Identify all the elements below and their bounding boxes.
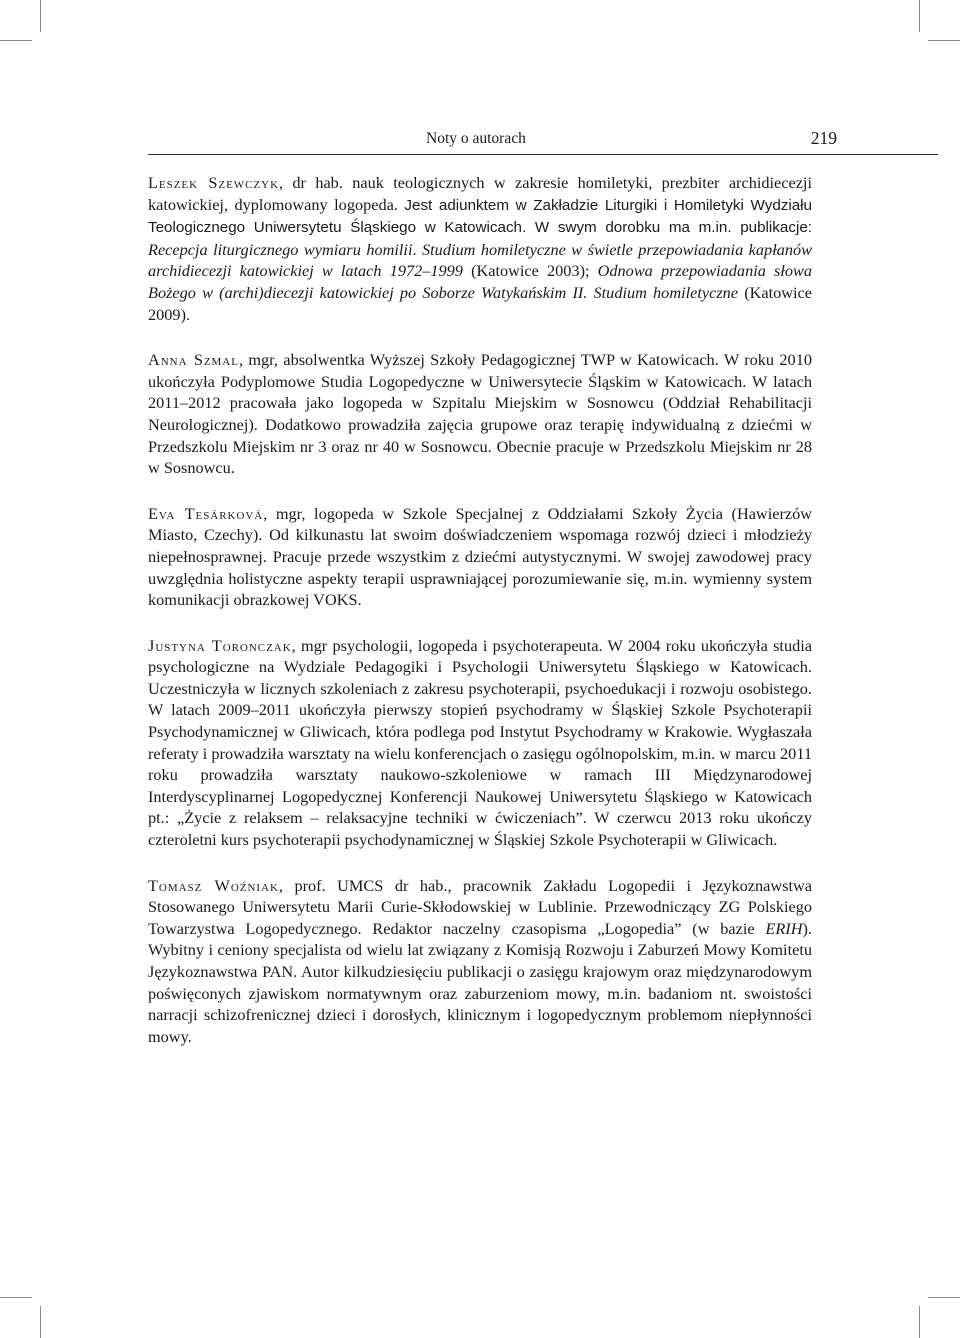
author-entry-wozniak: Tomasz Woźniak, prof. UMCS dr hab., pracownik Zakładu Logopedii i Językoznawstwa Stosowanego Uniwersytetu Marii Curie-Skłodowskiej w Lublinie. Przewodniczący ZG Polskiego Towarzystwa Logopedycznego. Redaktor naczelny czasopisma „Logopedia” (w bazie ERIH). Wybitny i ceniony specjalista od wielu lat związany z Komisją Rozwoju i Zaburzeń Mowy Komitetu Językoznawstwa PAN. Autor kilkudziesięciu publikacji o zasięgu krajowym oraz międzynarodowym poświęconych zjawiskom normatywnym oraz zaburzeniom mowy, m.in. badaniom nt. swoistości narracji schizofrenicznej dzieci i dorosłych, klinicznym i logopedycznym problemom niepłynności mowy. xyxy=(148,875,812,1046)
crop-mark xyxy=(928,40,960,41)
author-notes xyxy=(148,172,812,1071)
page-number: 219 xyxy=(810,128,837,148)
crop-mark xyxy=(40,1306,41,1338)
crop-mark xyxy=(928,1297,960,1298)
author-name: Anna Szmal xyxy=(148,350,239,370)
author-name: Tomasz Woźniak xyxy=(148,875,279,895)
author-entry-szmal: Anna Szmal, mgr, absolwentka Wyższej Szkoły Pedagogicznej TWP w Katowicach. W roku 2010 ukończyła Podyplomowe Studia Logopedyczne w Uniwersytecie Śląskim w Katowicach. W latach 2011–2012 pracowała jako logopeda w Szpitalu Miejskim w Sosnowcu (Oddział Rehabilitacji Neurologicznej). Dodatkowo prowadziła zajęcia grupowe oraz terapię indywidualną z dziećmi w Przedszkolu Miejskim nr 3 oraz nr 40 w Sosnowcu. Obecnie pracuje w Przedszkolu Miejskim nr 28 w Sosnowcu. xyxy=(148,350,812,478)
running-title: Noty o autorach xyxy=(426,130,526,147)
crop-mark xyxy=(40,0,41,32)
author-entry-szewczyk: Leszek Szewczyk, dr hab. nauk teologicznych w zakresie homiletyki, prezbiter archidiecezji katowickiej, dyplomowany logopeda. Jest adiunktem w Zakładzie Liturgiki i Homiletyki Wydziału Teologicznego Uniwersytetu Śląskiego w Katowicach. W swym dorobku ma m.in. publikacje: Recepcja liturgicznego wymiaru homilii. Studium homiletyczne w świetle przepowiadania kapłanów archidiecezji katowickiej w latach 1972–1999 (Katowice 2003); Odnowa przepowiadania słowa Bożego w (archi)diecezji katowickiej po Soborze Watykańskim II. Studium homiletyczne (Katowice 2009). xyxy=(148,173,813,324)
running-head xyxy=(148,128,938,155)
author-entry-toronczak: Justyna Toronczak, mgr psychologii, logopeda i psychoterapeuta. W 2004 roku ukończyła studia psychologiczne na Wydziale Pedagogiki i Psychologii Uniwersytetu Śląskiego w Katowicach. Uczestniczyła w licznych szkoleniach z zakresu psychoterapii, psychoedukacji i rozwoju osobistego. W latach 2009–2011 ukończyła pierwszy stopień psychodramy w Śląskiej Szkole Psychoterapii Psychodynamicznej w Gliwicach, która podlega pod Instytut Psychodramy w Krakowie. Wygłaszała referaty i prowadziła warsztaty na wielu konferencjach o zasięgu ogólnopolskim, m.in. w marcu 2011 roku prowadziła warsztaty naukowo-szkoleniowe w ramach III Międzynarodowej Interdyscyplinarnej Logopedycznej Konferencji Naukowej Uniwersytetu Śląskiego w Katowicach pt.: „Życie z relaksem – relaksacyjne techniki w ćwiczeniach”. W czerwcu 2013 roku ukończy czteroletni kurs psychoterapii psychodynamicznej w Śląskiej Szkole Psychoterapii w Gliwicach. xyxy=(148,635,812,850)
author-entry-tesarkova: Eva Tesárková, mgr, logopeda w Szkole Specjalnej z Oddziałami Szkoły Życia (Hawierzów Miasto, Czechy). Od kilkunastu lat swoim doświadczeniem wspomaga rozwój dzieci i młodzieży niepełnosprawnej. Pracuje przede wszystkim z dziećmi autystycznymi. W swojej zawodowej pracy uwzględnia holistyczne aspekty terapii usprawniającej porozumiewanie się, m.in. wymienny system komunikacji obrazkowej VOKS. xyxy=(148,503,812,610)
author-name: Eva Tesárková xyxy=(148,503,264,523)
author-name: Leszek Szewczyk xyxy=(148,173,279,192)
crop-mark xyxy=(0,40,32,41)
author-name: Justyna Toronczak xyxy=(148,635,292,655)
crop-mark xyxy=(919,0,920,32)
crop-mark xyxy=(0,1297,32,1298)
crop-mark xyxy=(919,1306,920,1338)
